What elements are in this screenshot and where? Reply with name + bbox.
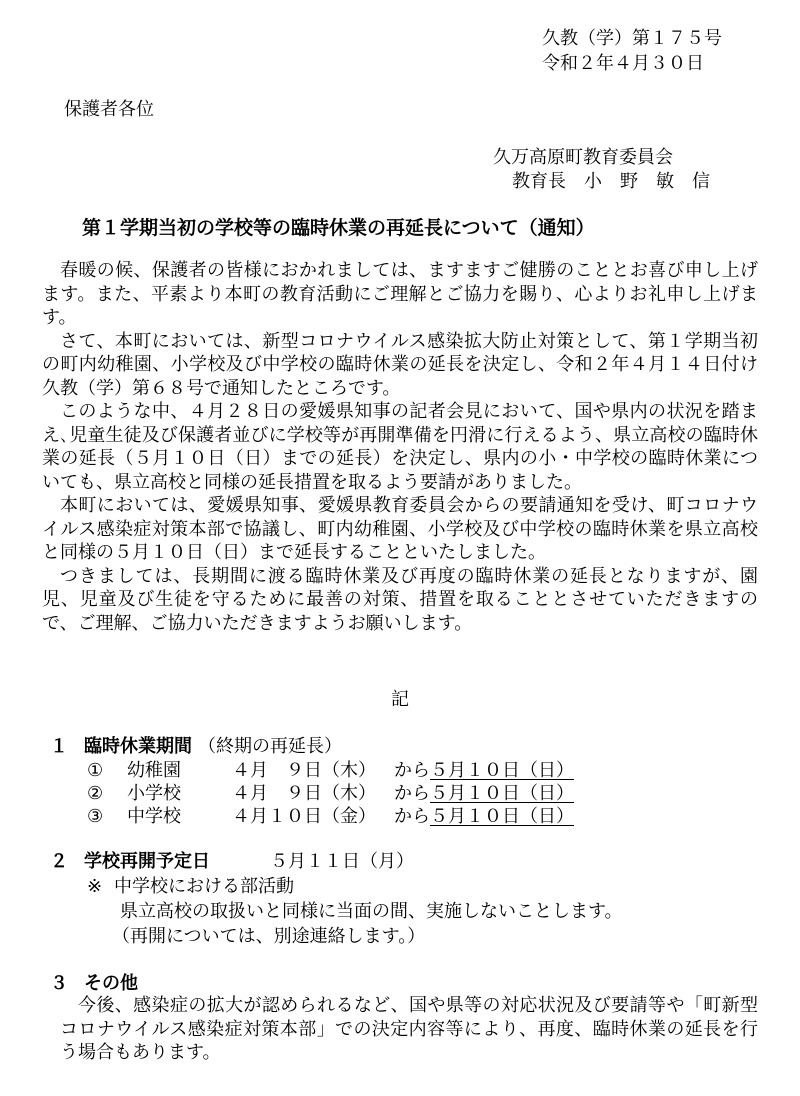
document-title: 第１学期当初の学校等の臨時休業の再延長について（通知） xyxy=(82,217,595,239)
reopen-date: ５月１１日（月） xyxy=(270,851,414,872)
row-end: ５月１０日（日） xyxy=(430,783,574,804)
row-end: ５月１０日（日） xyxy=(430,806,574,827)
row-end: ５月１０日（日） xyxy=(430,760,574,781)
section-heading: 学校再開予定日 xyxy=(84,851,210,872)
section-number: ２ xyxy=(50,851,68,872)
section-number: １ xyxy=(50,736,68,757)
section-text xyxy=(60,994,758,1065)
row-school: 小学校 xyxy=(127,783,181,804)
sender-person: 教育長 小 野 敏 信 xyxy=(512,171,710,192)
sender-organization: 久万高原町教育委員会 xyxy=(493,147,673,168)
document-number: 久教（学）第１７５号 xyxy=(542,28,722,49)
body-paragraph: 春暖の候、保護者の皆様におかれましては、ますますご健勝のこととお喜び申し上げます。また、平素より本町の教育活動にご理解とご協力を賜り、心よりお礼申し上げます。 xyxy=(42,260,758,328)
section-paragraph: 今後、感染症の拡大が認められるなど、国や県等の対応状況及び要請等や「町新型コロナウイルス感染症対策本部」での決定内容等により、再度、臨時休業の延長を行う場合もあります。 xyxy=(60,995,758,1063)
row-start: ４月 ９日（木） xyxy=(232,783,376,804)
row-mark: ③ xyxy=(87,806,104,827)
body-paragraph: つきましては、長期間に渡る臨時休業及び再度の臨時休業の延長となりますが、園児、児童及び生徒を守るために最善の対策、措置を取ることとさせていただきますので、ご理解、ご協力いただきますようお願いします。 xyxy=(42,565,758,634)
section-heading: 臨時休業期間 xyxy=(84,736,192,757)
row-school: 中学校 xyxy=(127,806,181,827)
row-school: 幼稚園 xyxy=(127,760,181,781)
section-note: （終期の再延長） xyxy=(198,736,342,757)
body-paragraph: 本町においては、愛媛県知事、愛媛県教育委員会からの要請通知を受け、町コロナウイルス感染症対策本部で協議し、町内幼稚園、小学校及び中学校の臨時休業を県立高校と同様の５月１０日（日）まで延長することといたしました。 xyxy=(42,495,758,563)
note-line: （再開については、別途連絡します。） xyxy=(112,926,426,947)
row-from: から xyxy=(394,806,430,827)
section-number: ３ xyxy=(50,973,68,994)
row-start: ４月 ９日（木） xyxy=(232,760,376,781)
note-mark: ※ xyxy=(87,876,103,897)
row-mark: ② xyxy=(87,783,104,804)
body-paragraph: さて、本町においては、新型コロナウイルス感染拡大防止対策として、第１学期当初の町内幼稚園、小学校及び中学校の臨時休業の延長を決定し、令和２年４月１４日付け久教（学）第６８号で通知したところです。 xyxy=(42,330,758,399)
note-title: 中学校における部活動 xyxy=(114,876,294,897)
row-from: から xyxy=(394,760,430,781)
ki-marker: 記 xyxy=(391,689,409,710)
body-paragraph: このような中、４月２８日の愛媛県知事の記者会見において、国や県内の状況を踏まえ､児童生徒及び保護者並びに学校等が再開準備を円滑に行えるよう、県立高校の臨時休業の延長（５月１０日（日）までの延長）を決定し、県内の小・中学校の臨時休業についても、県立高校と同様の延長措置を取るよう要請がありました。 xyxy=(42,401,758,493)
section-heading: その他 xyxy=(84,973,138,994)
row-mark: ① xyxy=(87,760,104,781)
recipient: 保護者各位 xyxy=(64,99,154,120)
document-date: 令和２年４月３０日 xyxy=(542,53,704,74)
body-text xyxy=(42,259,758,635)
row-start: ４月１０日（金） xyxy=(232,806,376,827)
row-from: から xyxy=(394,783,430,804)
note-line: 県立高校の取扱いと同様に当面の間、実施しないことします。 xyxy=(120,901,623,922)
